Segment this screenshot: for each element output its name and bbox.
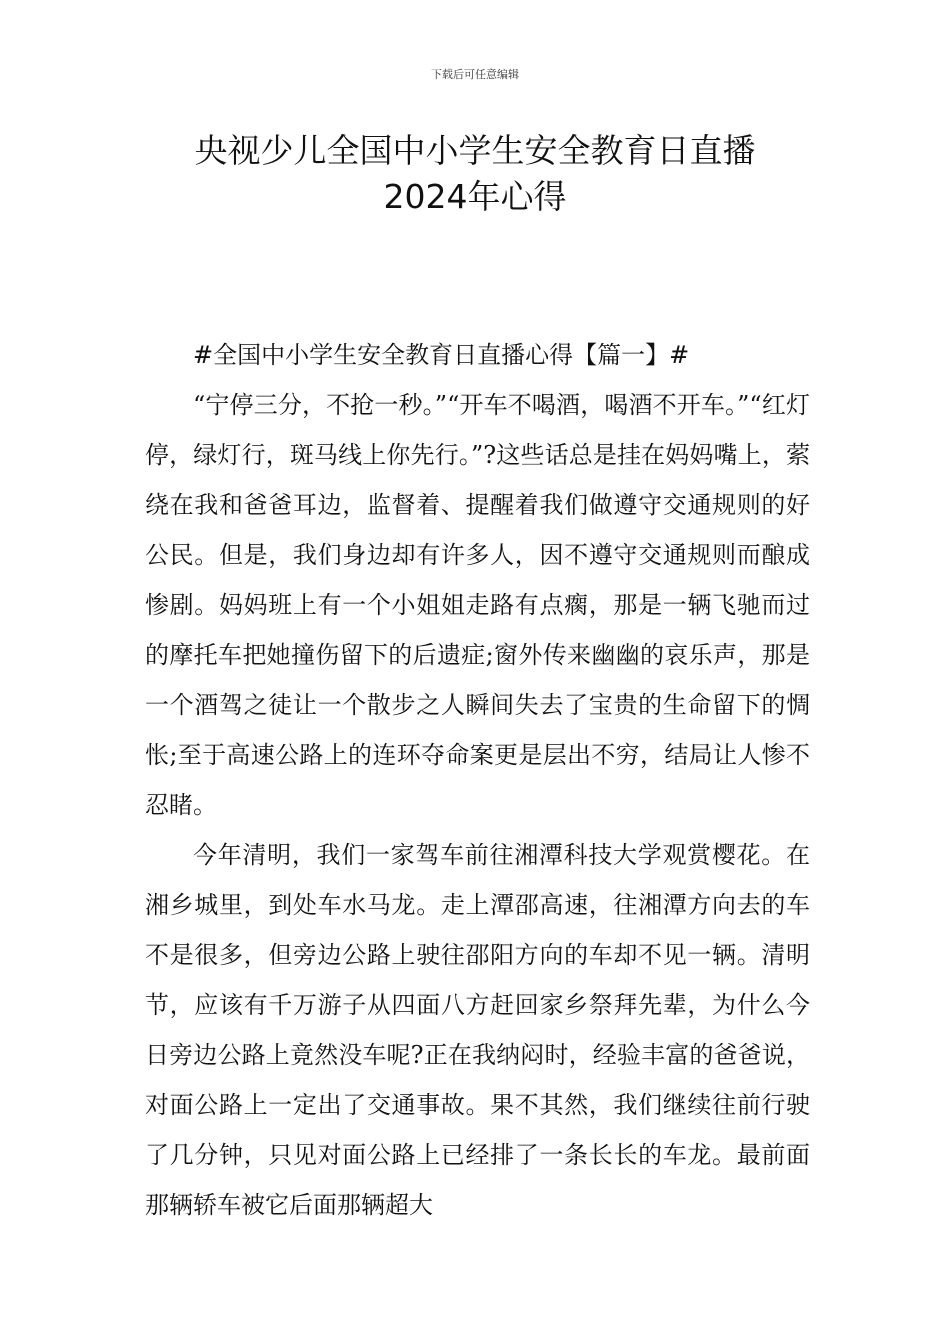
paragraph-1: “宁停三分，不抢一秒。”“开车不喝酒，喝酒不开车。”“红灯停，绿灯行，斑马线上你先行。”?这些话总是挂在妈妈嘴上，萦绕在我和爸爸耳边，监督着、提醒着我们做遵守交通规则的好公民。但是，我们身边却有许多人，因不遵守交通规则而酿成惨剧。妈妈班上有一个小姐姐走路有点瘸，那是一辆飞驰而过的摩托车把她撞伤留下的后遗症;窗外传来幽幽的哀乐声，那是一个酒驾之徒让一个散步之人瞬间失去了宝贵的生命留下的惆怅;至于高速公路上的连环夺命案更是层出不穷，结局让人惨不忍睹。 (145, 391, 810, 819)
document-title-line-2: 2024年心得 (383, 177, 567, 216)
page-header-note: 下载后可任意编辑 (431, 68, 519, 81)
document-title (0, 128, 950, 220)
paragraph-2: 今年清明，我们一家驾车前往湘潭科技大学观赏樱花。在湘乡城里，到处车水马龙。走上潭邵高速，往湘潭方向去的车不是很多，但旁边公路上驶往邵阳方向的车却不见一辆。清明节，应该有千万游子从四面八方赶回家乡祭拜先辈，为什么今日旁边公路上竟然没车呢?正在我纳闷时，经验丰富的爸爸说，对面公路上一定出了交通事故。果不其然，我们继续往前行驶了几分钟，只见对面公路上已经排了一条长长的车龙。最前面那辆轿车被它后面那辆超大 (145, 841, 810, 1219)
section-heading: #全国中小学生安全教育日直播心得【篇一】# (193, 341, 690, 369)
document-body (145, 330, 810, 1230)
document-title-line-1: 央视少儿全国中小学生安全教育日直播 (194, 131, 756, 170)
